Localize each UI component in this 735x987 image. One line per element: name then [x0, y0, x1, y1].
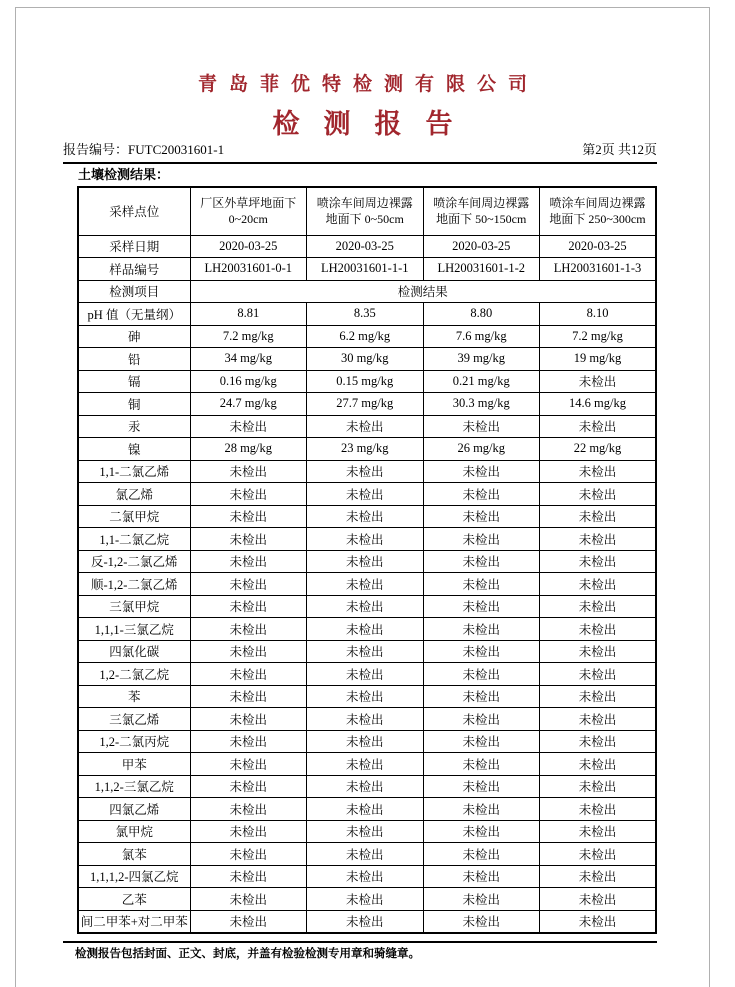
cell-value-20-2: 未检出 — [423, 753, 540, 776]
table-row — [78, 708, 656, 731]
cell-value-23-3: 未检出 — [540, 820, 657, 843]
cell-sampling-date-3: 2020-03-25 — [540, 235, 657, 258]
cell-value-19-3: 未检出 — [540, 730, 657, 753]
cell-value-2-3: 19 mg/kg — [540, 348, 657, 371]
cell-item-label-17: 苯 — [78, 685, 190, 708]
cell-item-label-6: 镍 — [78, 438, 190, 461]
cell-value-15-2: 未检出 — [423, 640, 540, 663]
cell-value-16-2: 未检出 — [423, 663, 540, 686]
cell-value-2-1: 30 mg/kg — [307, 348, 424, 371]
cell-item-label-0: pH 值（无量纲） — [78, 303, 190, 326]
table-row — [78, 348, 656, 371]
header-sampling-date: 采样日期 — [78, 235, 190, 258]
cell-value-12-1: 未检出 — [307, 573, 424, 596]
cell-item-label-16: 1,2-二氯乙烷 — [78, 663, 190, 686]
cell-value-11-2: 未检出 — [423, 550, 540, 573]
cell-value-8-1: 未检出 — [307, 483, 424, 506]
table-row — [78, 303, 656, 326]
cell-value-20-1: 未检出 — [307, 753, 424, 776]
cell-value-27-2: 未检出 — [423, 910, 540, 933]
cell-value-6-0: 28 mg/kg — [190, 438, 307, 461]
cell-sample-id-3: LH20031601-1-3 — [540, 258, 657, 281]
cell-item-label-19: 1,2-二氯丙烷 — [78, 730, 190, 753]
cell-value-0-2: 8.80 — [423, 303, 540, 326]
cell-value-4-1: 27.7 mg/kg — [307, 393, 424, 416]
cell-item-label-12: 顺-1,2-二氯乙烯 — [78, 573, 190, 596]
cell-value-25-3: 未检出 — [540, 865, 657, 888]
cell-item-label-3: 镉 — [78, 370, 190, 393]
cell-sample-id-1: LH20031601-1-1 — [307, 258, 424, 281]
cell-value-4-3: 14.6 mg/kg — [540, 393, 657, 416]
header-test-result: 检测结果 — [190, 280, 656, 303]
table-row — [78, 595, 656, 618]
cell-value-15-0: 未检出 — [190, 640, 307, 663]
cell-value-26-1: 未检出 — [307, 888, 424, 911]
cell-item-label-14: 1,1,1-三氯乙烷 — [78, 618, 190, 641]
cell-value-11-3: 未检出 — [540, 550, 657, 573]
cell-value-16-1: 未检出 — [307, 663, 424, 686]
cell-value-14-0: 未检出 — [190, 618, 307, 641]
footer-note: 检测报告包括封面、正文、封底，并盖有检验检测专用章和骑缝章。 — [75, 947, 420, 960]
cell-value-22-0: 未检出 — [190, 798, 307, 821]
cell-value-5-0: 未检出 — [190, 415, 307, 438]
table-row — [78, 888, 656, 911]
report-number-label: 报告编号： — [63, 142, 129, 157]
cell-value-9-2: 未检出 — [423, 505, 540, 528]
header-sampling-point: 采样点位 — [78, 187, 190, 235]
cell-value-24-0: 未检出 — [190, 843, 307, 866]
cell-value-24-2: 未检出 — [423, 843, 540, 866]
cell-value-10-1: 未检出 — [307, 528, 424, 551]
footer-divider — [63, 941, 657, 943]
cell-sampling-point-0: 厂区外草坪地面下 0~20cm — [190, 187, 307, 235]
header-test-item: 检测项目 — [78, 280, 190, 303]
cell-value-27-1: 未检出 — [307, 910, 424, 933]
cell-item-label-2: 铅 — [78, 348, 190, 371]
cell-value-2-0: 34 mg/kg — [190, 348, 307, 371]
cell-value-0-1: 8.35 — [307, 303, 424, 326]
cell-value-6-2: 26 mg/kg — [423, 438, 540, 461]
cell-value-9-0: 未检出 — [190, 505, 307, 528]
cell-value-9-1: 未检出 — [307, 505, 424, 528]
cell-value-23-1: 未检出 — [307, 820, 424, 843]
cell-sample-id-0: LH20031601-0-1 — [190, 258, 307, 281]
page-indicator: 第2页 共12页 — [582, 142, 657, 157]
cell-sample-id-2: LH20031601-1-2 — [423, 258, 540, 281]
cell-value-8-2: 未检出 — [423, 483, 540, 506]
cell-item-label-20: 甲苯 — [78, 753, 190, 776]
table-row — [78, 415, 656, 438]
cell-value-11-0: 未检出 — [190, 550, 307, 573]
cell-value-6-1: 23 mg/kg — [307, 438, 424, 461]
cell-value-18-0: 未检出 — [190, 708, 307, 731]
cell-item-label-4: 铜 — [78, 393, 190, 416]
cell-item-label-11: 反-1,2-二氯乙烯 — [78, 550, 190, 573]
table-row — [78, 483, 656, 506]
cell-value-11-1: 未检出 — [307, 550, 424, 573]
cell-item-label-27: 间二甲苯+对二甲苯 — [78, 910, 190, 933]
cell-value-10-0: 未检出 — [190, 528, 307, 551]
cell-value-13-2: 未检出 — [423, 595, 540, 618]
cell-value-21-2: 未检出 — [423, 775, 540, 798]
cell-value-24-3: 未检出 — [540, 843, 657, 866]
cell-value-3-1: 0.15 mg/kg — [307, 370, 424, 393]
table-row — [78, 730, 656, 753]
cell-value-22-2: 未检出 — [423, 798, 540, 821]
cell-value-18-2: 未检出 — [423, 708, 540, 731]
report-page — [15, 7, 710, 987]
cell-value-7-2: 未检出 — [423, 460, 540, 483]
cell-value-3-0: 0.16 mg/kg — [190, 370, 307, 393]
cell-value-3-3: 未检出 — [540, 370, 657, 393]
table-row — [78, 325, 656, 348]
cell-value-19-1: 未检出 — [307, 730, 424, 753]
cell-value-3-2: 0.21 mg/kg — [423, 370, 540, 393]
cell-value-13-0: 未检出 — [190, 595, 307, 618]
cell-value-23-2: 未检出 — [423, 820, 540, 843]
cell-value-21-3: 未检出 — [540, 775, 657, 798]
table-row — [78, 370, 656, 393]
table-row — [78, 528, 656, 551]
cell-value-16-0: 未检出 — [190, 663, 307, 686]
cell-item-label-25: 1,1,1,2-四氯乙烷 — [78, 865, 190, 888]
cell-value-26-2: 未检出 — [423, 888, 540, 911]
cell-value-22-3: 未检出 — [540, 798, 657, 821]
table-row — [78, 280, 656, 303]
cell-value-9-3: 未检出 — [540, 505, 657, 528]
cell-value-5-3: 未检出 — [540, 415, 657, 438]
cell-value-8-3: 未检出 — [540, 483, 657, 506]
table-row — [78, 685, 656, 708]
table-row — [78, 865, 656, 888]
table-row — [78, 843, 656, 866]
cell-value-13-1: 未检出 — [307, 595, 424, 618]
cell-item-label-23: 氯甲烷 — [78, 820, 190, 843]
table-row — [78, 573, 656, 596]
cell-item-label-18: 三氯乙烯 — [78, 708, 190, 731]
cell-value-7-1: 未检出 — [307, 460, 424, 483]
table-row — [78, 775, 656, 798]
cell-item-label-9: 二氯甲烷 — [78, 505, 190, 528]
cell-value-24-1: 未检出 — [307, 843, 424, 866]
cell-item-label-1: 砷 — [78, 325, 190, 348]
table-row — [78, 393, 656, 416]
table-row — [78, 663, 656, 686]
cell-value-25-2: 未检出 — [423, 865, 540, 888]
cell-sampling-date-2: 2020-03-25 — [423, 235, 540, 258]
cell-sampling-point-3: 喷涂车间周边裸露 地面下 250~300cm — [540, 187, 657, 235]
cell-item-label-13: 三氯甲烷 — [78, 595, 190, 618]
cell-item-label-21: 1,1,2-三氯乙烷 — [78, 775, 190, 798]
cell-sampling-date-0: 2020-03-25 — [190, 235, 307, 258]
table-row — [78, 618, 656, 641]
cell-value-23-0: 未检出 — [190, 820, 307, 843]
cell-item-label-5: 汞 — [78, 415, 190, 438]
table-row — [78, 235, 656, 258]
section-label: 土壤检测结果： — [78, 167, 170, 182]
cell-value-2-2: 39 mg/kg — [423, 348, 540, 371]
cell-value-20-3: 未检出 — [540, 753, 657, 776]
cell-item-label-22: 四氯乙烯 — [78, 798, 190, 821]
report-number — [63, 141, 224, 158]
cell-value-18-1: 未检出 — [307, 708, 424, 731]
cell-item-label-8: 氯乙烯 — [78, 483, 190, 506]
cell-value-7-0: 未检出 — [190, 460, 307, 483]
cell-value-5-2: 未检出 — [423, 415, 540, 438]
cell-value-19-2: 未检出 — [423, 730, 540, 753]
cell-item-label-7: 1,1-二氯乙烯 — [78, 460, 190, 483]
company-name: 青岛菲优特检测有限公司 — [197, 74, 539, 95]
cell-value-25-1: 未检出 — [307, 865, 424, 888]
table-row — [78, 640, 656, 663]
cell-value-17-2: 未检出 — [423, 685, 540, 708]
report-title: 检测报告 — [272, 109, 477, 139]
cell-value-17-1: 未检出 — [307, 685, 424, 708]
cell-item-label-26: 乙苯 — [78, 888, 190, 911]
cell-value-0-3: 8.10 — [540, 303, 657, 326]
cell-value-19-0: 未检出 — [190, 730, 307, 753]
cell-item-label-10: 1,1-二氯乙烷 — [78, 528, 190, 551]
cell-value-15-3: 未检出 — [540, 640, 657, 663]
cell-value-13-3: 未检出 — [540, 595, 657, 618]
results-table — [77, 186, 657, 934]
header-divider — [63, 162, 657, 164]
header-sample-id: 样品编号 — [78, 258, 190, 281]
cell-item-label-24: 氯苯 — [78, 843, 190, 866]
cell-value-26-0: 未检出 — [190, 888, 307, 911]
cell-value-12-3: 未检出 — [540, 573, 657, 596]
cell-sampling-point-2: 喷涂车间周边裸露 地面下 50~150cm — [423, 187, 540, 235]
cell-value-8-0: 未检出 — [190, 483, 307, 506]
cell-value-14-1: 未检出 — [307, 618, 424, 641]
cell-value-10-2: 未检出 — [423, 528, 540, 551]
table-row — [78, 187, 656, 235]
cell-value-14-2: 未检出 — [423, 618, 540, 641]
report-number-value: FUTC20031601-1 — [128, 142, 225, 157]
cell-value-4-0: 24.7 mg/kg — [190, 393, 307, 416]
table-row — [78, 550, 656, 573]
cell-value-1-1: 6.2 mg/kg — [307, 325, 424, 348]
cell-sampling-date-1: 2020-03-25 — [307, 235, 424, 258]
cell-value-7-3: 未检出 — [540, 460, 657, 483]
cell-value-22-1: 未检出 — [307, 798, 424, 821]
cell-value-15-1: 未检出 — [307, 640, 424, 663]
cell-value-5-1: 未检出 — [307, 415, 424, 438]
cell-value-17-3: 未检出 — [540, 685, 657, 708]
cell-value-25-0: 未检出 — [190, 865, 307, 888]
cell-value-27-3: 未检出 — [540, 910, 657, 933]
table-row — [78, 258, 656, 281]
cell-value-17-0: 未检出 — [190, 685, 307, 708]
cell-value-12-2: 未检出 — [423, 573, 540, 596]
cell-value-16-3: 未检出 — [540, 663, 657, 686]
table-row — [78, 910, 656, 933]
table-row — [78, 820, 656, 843]
cell-value-6-3: 22 mg/kg — [540, 438, 657, 461]
results-table-body — [78, 187, 656, 933]
cell-value-1-2: 7.6 mg/kg — [423, 325, 540, 348]
table-row — [78, 438, 656, 461]
cell-value-27-0: 未检出 — [190, 910, 307, 933]
table-row — [78, 460, 656, 483]
cell-value-10-3: 未检出 — [540, 528, 657, 551]
cell-sampling-point-1: 喷涂车间周边裸露 地面下 0~50cm — [307, 187, 424, 235]
table-row — [78, 798, 656, 821]
cell-value-1-0: 7.2 mg/kg — [190, 325, 307, 348]
cell-value-20-0: 未检出 — [190, 753, 307, 776]
cell-value-0-0: 8.81 — [190, 303, 307, 326]
table-row — [78, 753, 656, 776]
cell-value-21-0: 未检出 — [190, 775, 307, 798]
cell-value-1-3: 7.2 mg/kg — [540, 325, 657, 348]
table-row — [78, 505, 656, 528]
cell-value-4-2: 30.3 mg/kg — [423, 393, 540, 416]
cell-item-label-15: 四氯化碳 — [78, 640, 190, 663]
cell-value-14-3: 未检出 — [540, 618, 657, 641]
cell-value-21-1: 未检出 — [307, 775, 424, 798]
cell-value-12-0: 未检出 — [190, 573, 307, 596]
cell-value-18-3: 未检出 — [540, 708, 657, 731]
cell-value-26-3: 未检出 — [540, 888, 657, 911]
report-meta-row — [63, 141, 657, 158]
